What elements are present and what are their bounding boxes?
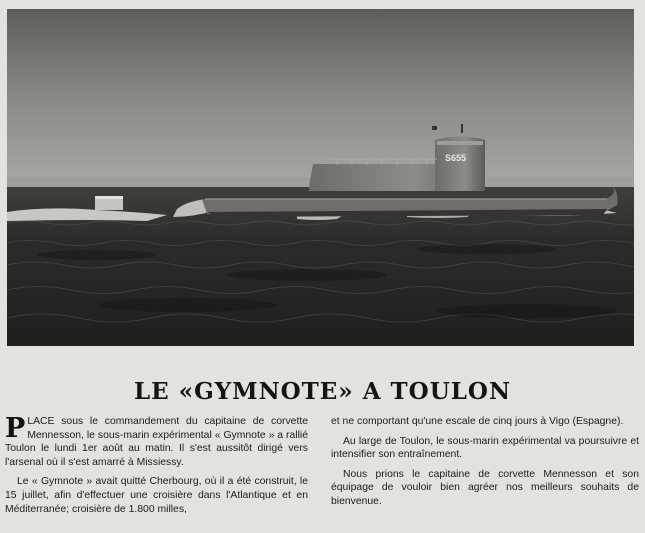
paragraph-text: Nous prions le capitaine de corvette Mennesson et son équipage de vouloir bien agréer nos meilleurs souhaits de bienvenue.	[331, 468, 639, 507]
article-title: LE «GYMNOTE» A TOULON	[134, 378, 511, 405]
drop-cap: P	[5, 413, 26, 444]
paragraph	[5, 475, 308, 516]
paragraph	[331, 435, 639, 462]
article-column-left	[5, 415, 308, 522]
paragraph	[331, 468, 639, 509]
paragraph-text: LACE sous le commandement du capitaine de corvette Mennesson, le sous-marin expérimental « Gymnote » a rallié Toulon le lundi 1er août au matin. Il s'est aussitôt dirigé vers l'arsenal où il s'est amarré à Missiessy.	[5, 416, 308, 468]
submarine-photo	[7, 9, 634, 346]
paragraph	[5, 415, 308, 469]
paragraph	[331, 415, 639, 429]
paragraph-text: et ne comportant qu'une escale de cinq jours à Vigo (Espagne).	[331, 416, 624, 427]
paragraph-text: Au large de Toulon, le sous-marin expérimental va poursuivre et intensifier son entraînement.	[331, 435, 639, 461]
article-column-right	[331, 415, 639, 515]
paragraph-text: Le « Gymnote » avait quitté Cherbourg, où il a été construit, le 15 juillet, afin d'effectuer une croisière dans l'Atlantique et en Méditerranée; croisière de 1.800 milles,	[5, 476, 308, 515]
submarine-photo-graphic	[7, 9, 634, 346]
hull-number: S655	[445, 153, 467, 163]
sky	[7, 9, 634, 187]
